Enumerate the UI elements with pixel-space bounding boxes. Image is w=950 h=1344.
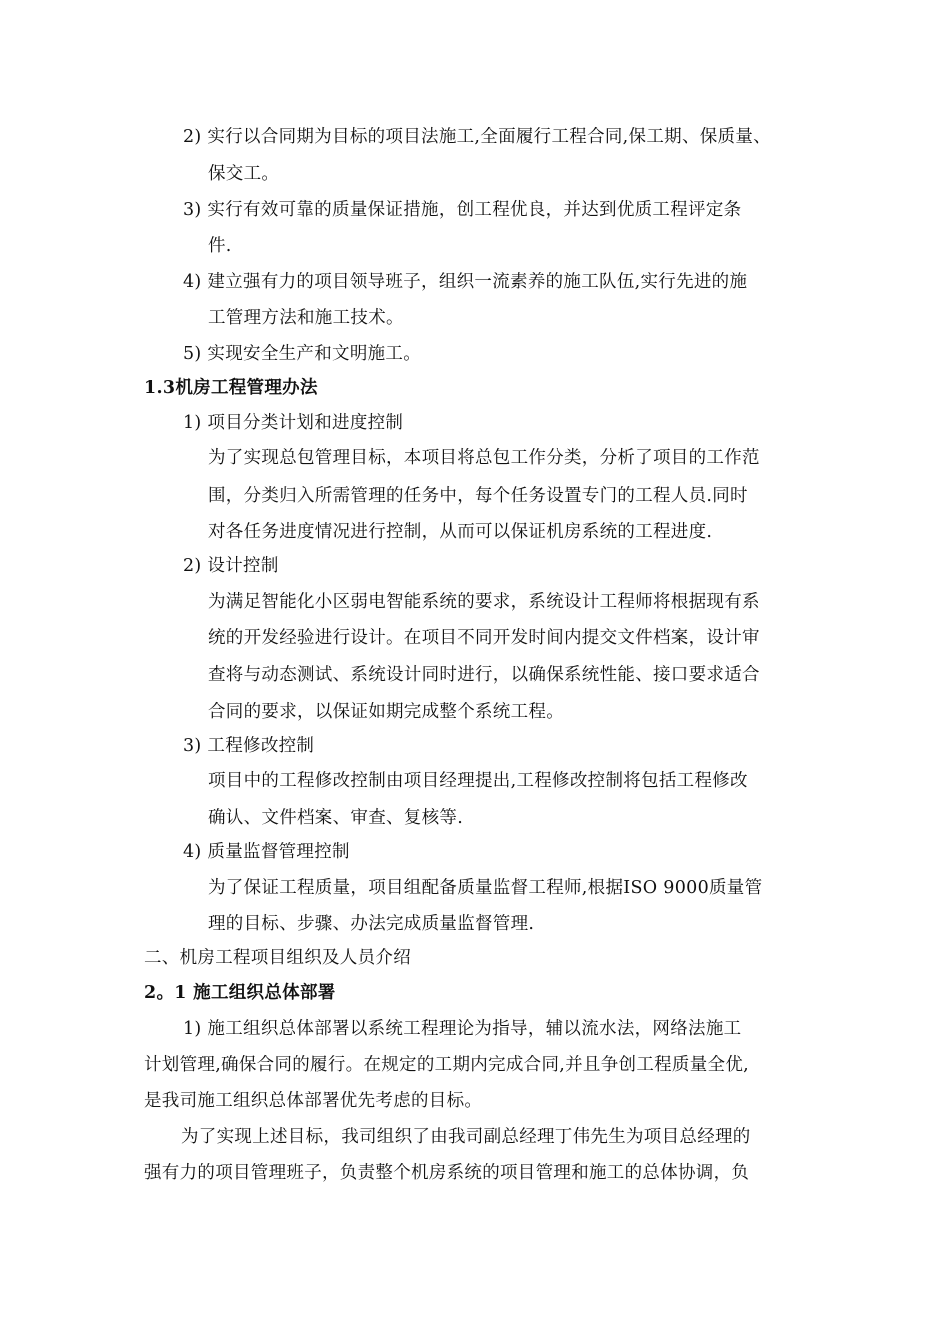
subitem-3-text-2: 确认、文件档案、审查、复核等. [208,808,464,828]
list-item-3: 3) 实行有效可靠的质量保证措施，创工程优良，并达到优质工程评定条 [183,200,742,220]
subitem-1-heading: 1) 项目分类计划和进度控制 [183,413,404,433]
subitem-4-text-1: 为了保证工程质量，项目组配备质量监督工程师,根据ISO 9000质量管 [208,878,763,898]
subitem-1-text-1: 为了实现总包管理目标，本项目将总包工作分类，分析了项目的工作范 [208,448,760,468]
subitem-2-text-2: 统的开发经验进行设计。在项目不同开发时间内提交文件档案，设计审 [208,628,760,648]
subitem-4-heading: 4) 质量监督管理控制 [183,842,350,862]
subitem-1-text-2: 围，分类归入所需管理的任务中，每个任务设置专门的工程人员.同时 [208,486,748,506]
paragraph-2-line-1: 为了实现上述目标，我司组织了由我司副总经理丁伟先生为项目总经理的 [181,1127,751,1147]
subitem-2-heading: 2) 设计控制 [183,556,279,576]
list-item-4-cont: 工管理方法和施工技术。 [208,308,404,328]
section-heading-2-1: 2。1 施工组织总体部署 [144,983,336,1003]
subitem-1-text-3: 对各任务进度情况进行控制，从而可以保证机房系统的工程进度. [208,522,713,542]
paragraph-1-line-2: 计划管理,确保合同的履行。在规定的工期内完成合同,并且争创工程质量全优, [144,1055,749,1075]
section-heading-1-3: 1.3机房工程管理办法 [144,378,318,398]
list-item-3-cont: 件. [208,236,232,256]
subitem-2-text-3: 查将与动态测试、系统设计同时进行，以确保系统性能、接口要求适合 [208,665,760,685]
paragraph-1-line-1: 1) 施工组织总体部署以系统工程理论为指导，辅以流水法，网络法施工 [183,1019,742,1039]
paragraph-1-line-3: 是我司施工组织总体部署优先考虑的目标。 [144,1091,483,1111]
subitem-2-text-4: 合同的要求，以保证如期完成整个系统工程。 [208,702,564,722]
subitem-2-text-1: 为满足智能化小区弱电智能系统的要求，系统设计工程师将根据现有系 [208,592,760,612]
list-item-2-cont: 保交工。 [208,164,280,184]
paragraph-2-line-2: 强有力的项目管理班子，负责整个机房系统的项目管理和施工的总体协调，负 [144,1163,750,1183]
subitem-3-heading: 3) 工程修改控制 [183,736,315,756]
list-item-4: 4) 建立强有力的项目领导班子，组织一流素养的施工队伍,实行先进的施 [183,272,748,292]
chapter-heading-2: 二、机房工程项目组织及人员介绍 [144,948,411,968]
subitem-3-text-1: 项目中的工程修改控制由项目经理提出,工程修改控制将包括工程修改 [208,771,748,791]
list-item-2: 2) 实行以合同期为目标的项目法施工,全面履行工程合同,保工期、保质量、 [183,127,771,147]
list-item-5: 5) 实现安全生产和文明施工。 [183,344,422,364]
subitem-4-text-2: 理的目标、步骤、办法完成质量监督管理. [208,914,535,934]
